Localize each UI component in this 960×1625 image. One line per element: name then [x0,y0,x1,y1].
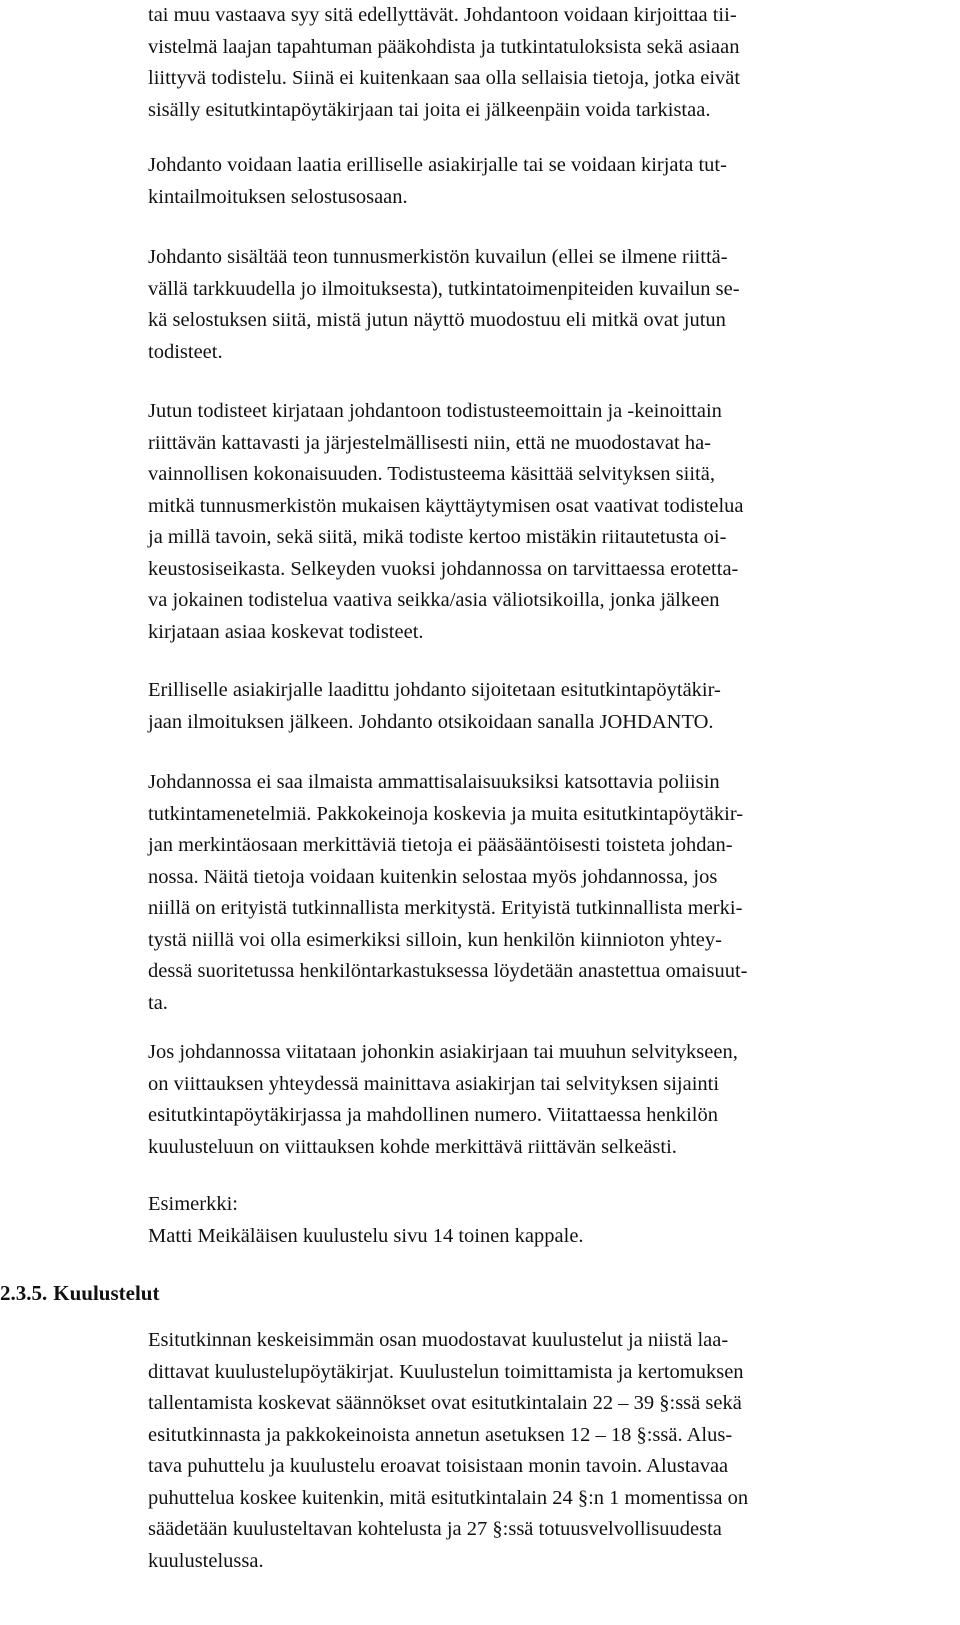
text-line: keustosiseikasta. Selkeyden vuoksi johdannossa on tarvittaessa erotetta- [148,557,739,580]
text-line: puhuttelua koskee kuitenkin, mitä esitutkintalain 24 §:n 1 momentissa on [148,1486,749,1509]
text-line: kuulustelussa. [148,1549,264,1572]
text-line: nossa. Näitä tietoja voidaan kuitenkin selostaa myös johdannossa, jos [148,865,718,888]
section-title: Kuulustelut [53,1281,160,1305]
text-line: dessä suoritetussa henkilöntarkastuksessa löydetään anastettua omaisuut- [148,960,748,982]
section-number: 2.3.5. [0,1281,48,1305]
text-line: sisälly esitutkintapöytäkirjaan tai joita ei jälkeenpäin voida tarkistaa. [148,98,711,121]
paragraph-evidence [148,396,744,648]
text-line: tava puhuttelu ja kuulustelu eroavat toisistaan monin tavoin. Alustavaa [148,1455,729,1477]
paragraph-intro-contents [148,242,740,368]
text-line: vällä tarkkuudella jo ilmoituksesta), tutkintatoimenpiteiden kuvailun se- [148,277,740,300]
text-line: kintailmoituksen selostusosaan. [148,185,408,208]
text-line: mitkä tunnusmerkistön mukaisen käyttäytymisen osat vaativat todistelua [148,494,744,517]
text-line: Erilliselle asiakirjalle laadittu johdanto sijoitetaan esitutkintapöytäkir- [148,679,721,701]
paragraph-methods [148,767,747,1019]
text-line: ja millä tavoin, sekä siitä, mikä todiste kertoo mistäkin riitautetusta oi- [148,526,727,548]
text-line: todisteet. [148,340,223,363]
text-line: tutkintamenetelmiä. Pakkokeinoja koskevia ja muita esitutkintapöytäkir- [148,802,744,825]
text-line: tystä niillä voi olla esimerkiksi silloin, kun henkilön kiinnioton yhtey- [148,928,722,951]
example-label: Esimerkki: [148,1193,238,1215]
text-line: ta. [148,991,168,1014]
text-line: va jokainen todistelua vaativa seikka/asia väliotsikoilla, jonka jälkeen [148,589,720,611]
text-line: esitutkinnasta ja pakkokeinoista annetun asetuksen 12 – 18 §:ssä. Alus- [148,1423,733,1446]
paragraph-example [148,1189,584,1252]
text-line: Jos johdannossa viitataan johonkin asiakirjaan tai muuhun selvitykseen, [148,1041,738,1063]
text-line: tai muu vastaava syy sitä edellyttävät. Johdantoon voidaan kirjoittaa tii- [148,4,737,26]
text-line: vistelmä laajan tapahtuman pääkohdista ja tutkintatuloksista sekä asiaan [148,35,740,58]
paragraph-separate-document [148,675,721,738]
section-heading [0,1278,160,1310]
text-line: Esitutkinnan keskeisimmän osan muodostavat kuulustelut ja niistä laa- [148,1329,729,1351]
text-line: dittavat kuulustelupöytäkirjat. Kuulustelun toimittamista ja kertomuksen [148,1360,744,1383]
paragraph-intro-placement [148,150,727,213]
text-line: liittyvä todistelu. Siinä ei kuitenkaan saa olla sellaisia tietoja, jotka eivät [148,67,741,89]
text-line: riittävän kattavasti ja järjestelmällisesti niin, että ne muodostavat ha- [148,431,712,454]
text-line: jaan ilmoituksen jälkeen. Johdanto otsikoidaan sanalla JOHDANTO. [148,710,714,733]
text-line: Johdannossa ei saa ilmaista ammattisalaisuuksiksi katsottavia poliisin [148,771,720,793]
text-line: tallentamista koskevat säännökset ovat esitutkintalain 22 – 39 §:ssä sekä [148,1392,742,1414]
text-line: säädetään kuulusteltavan kohtelusta ja 27 §:ssä totuusvelvollisuudesta [148,1518,722,1540]
text-line: on viittauksen yhteydessä mainittava asiakirjan tai selvityksen sijainti [148,1072,720,1095]
text-line: kä selostuksen siitä, mistä jutun näyttö muodostuu eli mitkä ovat jutun [148,309,726,331]
paragraph-interrogations [148,1325,748,1577]
text-line: esitutkintapöytäkirjassa ja mahdollinen numero. Viitattaessa henkilön [148,1104,718,1126]
text-line: niillä on erityistä tutkinnallista merkitystä. Erityistä tutkinnallista merki- [148,897,743,919]
text-line: Johdanto voidaan laatia erilliselle asiakirjalle tai se voidaan kirjata tut- [148,154,727,176]
text-line: jan merkintäosaan merkittäviä tietoja ei pääsääntöisesti toisteta johdan- [148,834,733,856]
text-line: Jutun todisteet kirjataan johdantoon todistusteemoittain ja -keinoittain [148,400,722,422]
paragraph-references [148,1037,738,1163]
text-line: vainnollisen kokonaisuuden. Todistusteema käsittää selvityksen siitä, [148,463,715,485]
text-line: kuulusteluun on viittauksen kohde merkittävä riittävän selkeästi. [148,1135,677,1158]
text-line: Matti Meikäläisen kuulustelu sivu 14 toinen kappale. [148,1224,584,1247]
paragraph-intro-summary [148,0,740,126]
text-line: kirjataan asiaa koskevat todisteet. [148,620,424,643]
text-line: Johdanto sisältää teon tunnusmerkistön kuvailun (ellei se ilmene riittä- [148,246,728,268]
